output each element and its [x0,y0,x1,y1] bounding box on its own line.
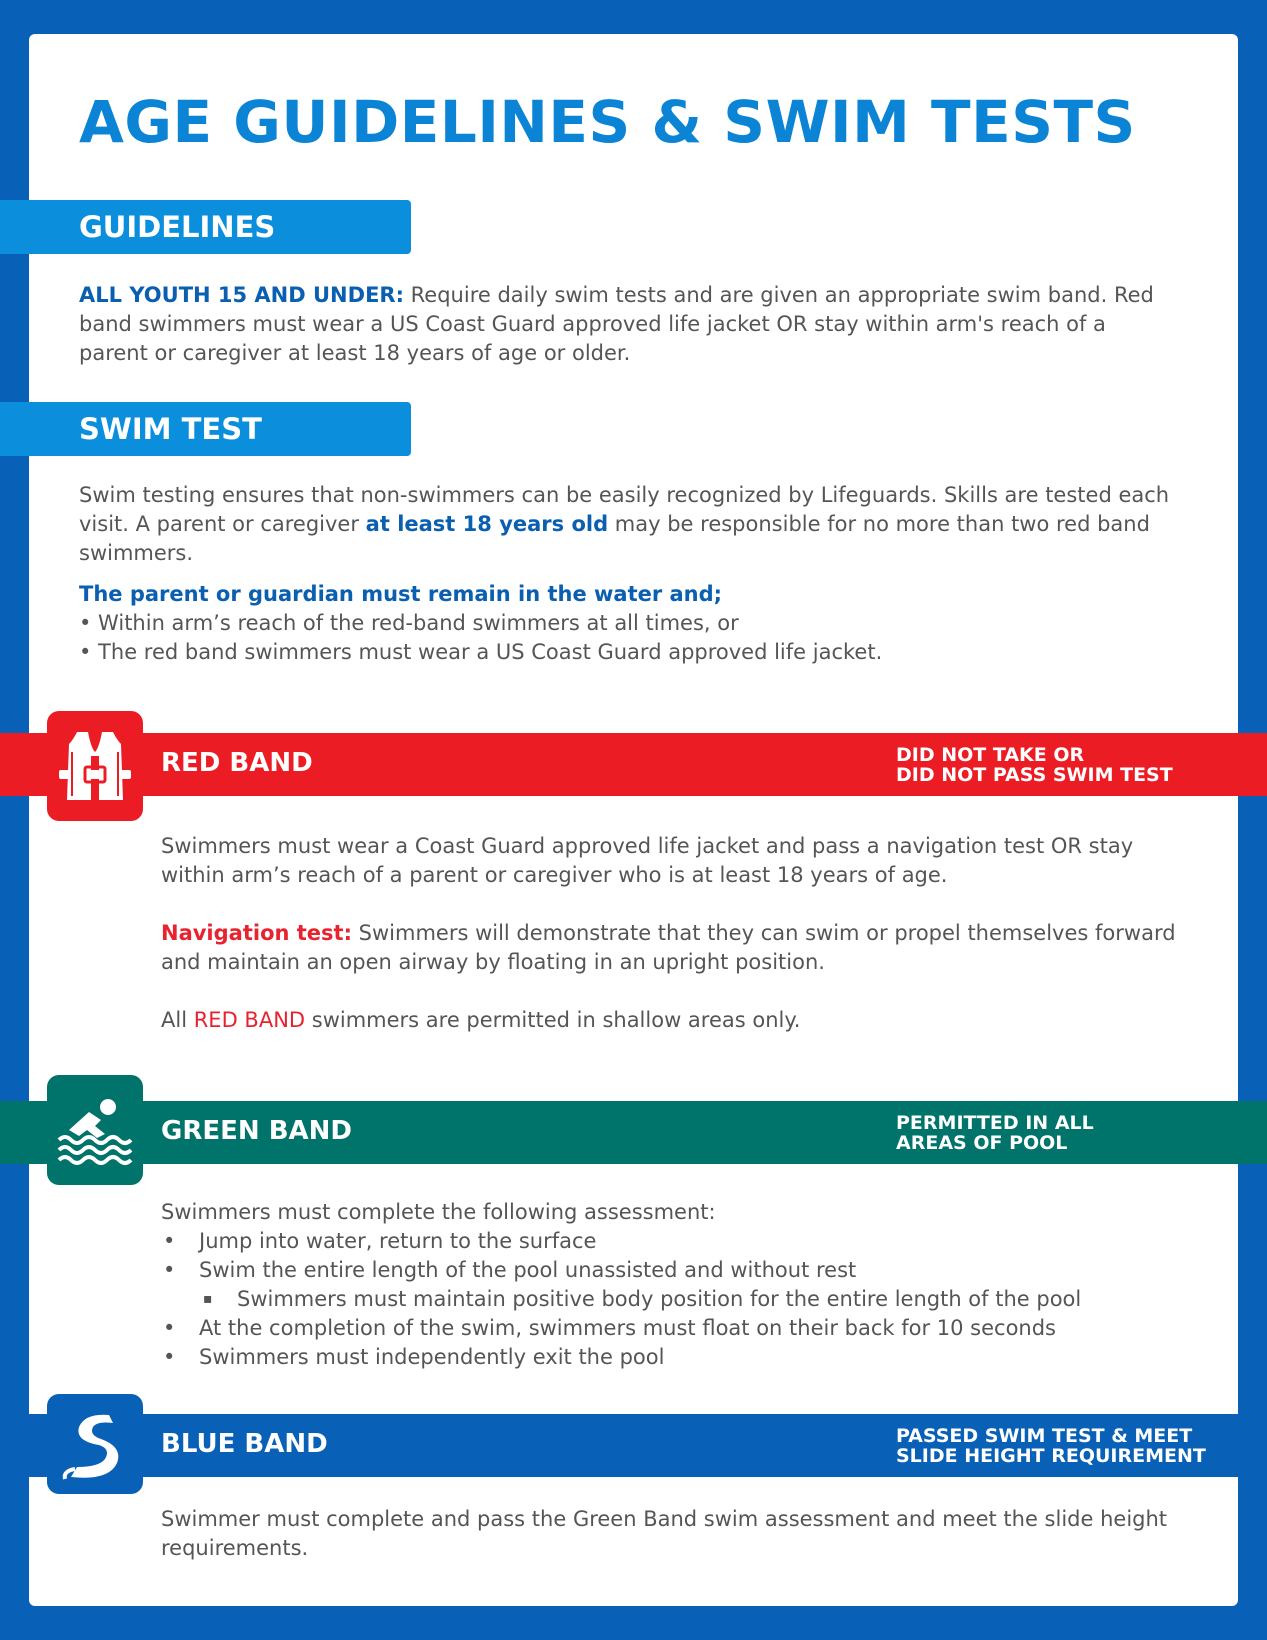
guidelines-lead: ALL YOUTH 15 AND UNDER: [79,283,404,307]
green-band-note-line: PERMITTED IN ALL [896,1112,1094,1134]
swim-test-highlight: at least 18 years old [365,512,609,536]
list-item: • Swimmers must independently exit the pool [161,1343,1221,1372]
swimmer-icon [55,1090,135,1170]
guidelines-heading: GUIDELINES [79,210,276,244]
shallow-note-b: swimmers are permitted in shallow areas only. [305,1008,801,1032]
red-band-icon-box [47,711,143,821]
swim-test-paragraph [79,481,1199,568]
red-band-title: RED BAND [161,748,313,778]
life-jacket-icon [55,726,135,806]
page-title: AGE GUIDELINES & SWIM TESTS [79,88,1136,156]
green-band-note [896,1113,1256,1153]
red-band-paragraph: Swimmers must wear a Coast Guard approved life jacket and pass a navigation test OR stay within arm’s reach of a parent or caregiver who is at least 18 years of age. [161,834,1134,887]
red-band-note-line: DID NOT PASS SWIM TEST [896,764,1173,786]
red-band-note [896,745,1256,785]
water-slide-icon [55,1409,135,1489]
guidelines-heading-tab [0,200,411,254]
shallow-note-a: All [161,1008,194,1032]
shallow-note-highlight: RED BAND [193,1008,306,1032]
guidelines-body: Require daily swim tests and are given an appropriate swim band. Red band swimmers must wear a US Coast Guard approved life jacket OR stay within arm's reach of a parent or caregiver at least 18 years of age or older. [79,283,1154,365]
green-band-assessment-list [161,1227,1221,1372]
green-band-intro: Swimmers must complete the following assessment: [161,1200,716,1224]
swim-test-heading-tab [0,402,411,456]
red-band-bar [0,733,1267,796]
red-band-navigation-paragraph [161,919,1181,977]
blue-band-note-line: PASSED SWIM TEST & MEET [896,1425,1193,1447]
guidelines-paragraph [79,281,1169,368]
blue-band-note-line: SLIDE HEIGHT REQUIREMENT [896,1445,1206,1467]
green-band-title: GREEN BAND [161,1116,352,1146]
blue-band-paragraph: Swimmer must complete and pass the Green Band swim assessment and meet the slide height requirements. [161,1507,1168,1560]
blue-band-icon-box [47,1394,143,1494]
list-item: • Jump into water, return to the surface [161,1227,1221,1256]
navigation-test-lead: Navigation test: [161,921,352,945]
list-item: ▪ Swimmers must maintain positive body position for the entire length of the pool [161,1285,1221,1314]
list-item: • At the completion of the swim, swimmers must float on their back for 10 seconds [161,1314,1221,1343]
swim-test-text-a: Swim testing ensures that non-swimmers can be easily recognized by Lifeguards. Skills are tested each visit. A parent or caregiver [79,483,1170,536]
green-band-icon-box [47,1075,143,1185]
red-band-note-line: DID NOT TAKE OR [896,744,1085,766]
list-item: • Swim the entire length of the pool unassisted and without rest [161,1256,1221,1285]
swim-test-subhead: The parent or guardian must remain in the water and; [79,582,723,606]
swim-test-bullet: • The red band swimmers must wear a US Coast Guard approved life jacket. [79,640,883,664]
green-band-note-line: AREAS OF POOL [896,1132,1068,1154]
navigation-test-body: Swimmers will demonstrate that they can swim or propel themselves forward and maintain an open airway by floating in an upright position. [161,921,1176,974]
swim-test-bullet: • Within arm’s reach of the red-band swimmers at all times, or [79,611,739,635]
swim-test-text-b: may be responsible for no more than two red band swimmers. [79,512,1150,565]
green-band-bar [0,1101,1267,1164]
blue-band-note [896,1426,1256,1466]
blue-band-bar [0,1414,1267,1477]
swim-test-heading: SWIM TEST [79,412,262,446]
blue-band-title: BLUE BAND [161,1429,328,1459]
red-band-shallow-note [161,1006,800,1035]
